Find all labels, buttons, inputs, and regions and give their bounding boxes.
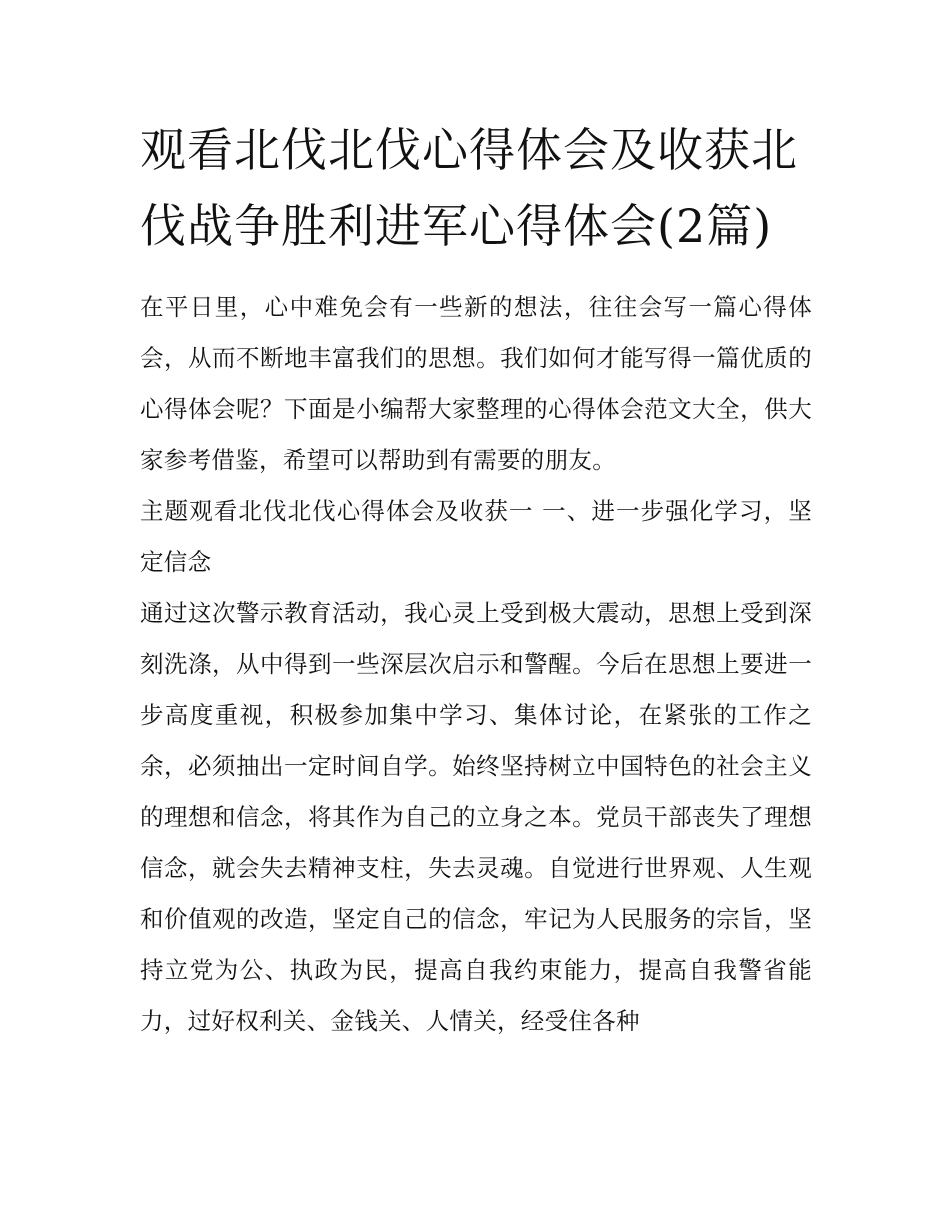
document-title: 观看北伐北伐心得体会及收获北伐战争胜利进军心得体会(2篇): [140, 123, 798, 253]
document-page: [140, 112, 812, 1047]
body-paragraph: 通过这次警示教育活动，我心灵上受到极大震动，思想上受到深刻洗涤，从中得到一些深层次启示和警醒。今后在思想上要进一步高度重视，积极参加集中学习、集体讨论，在紧张的工作之余，必须抽出一定时间自学。始终坚持树立中国特色的社会主义的理想和信念，将其作为自己的立身之本。党员干部丧失了理想信念，就会失去精神支柱，失去灵魂。自觉进行世界观、人生观和价值观的改造，坚定自己的信念，牢记为人民服务的宗旨，坚持立党为公、执政为民，提高自我约束能力，提高自我警省能力，过好权利关、金钱关、人情关，经受住各种: [140, 599, 812, 1035]
intro-paragraph: 在平日里，心中难免会有一些新的想法，往往会写一篇心得体会，从而不断地丰富我们的思想。我们如何才能写得一篇优质的心得体会呢？下面是小编帮大家整理的心得体会范文大全，供大家参考借鉴，希望可以帮助到有需要的朋友。: [140, 293, 812, 474]
section-heading-paragraph: 主题观看北伐北伐心得体会及收获一 一、进一步强化学习，坚定信念: [140, 497, 812, 576]
